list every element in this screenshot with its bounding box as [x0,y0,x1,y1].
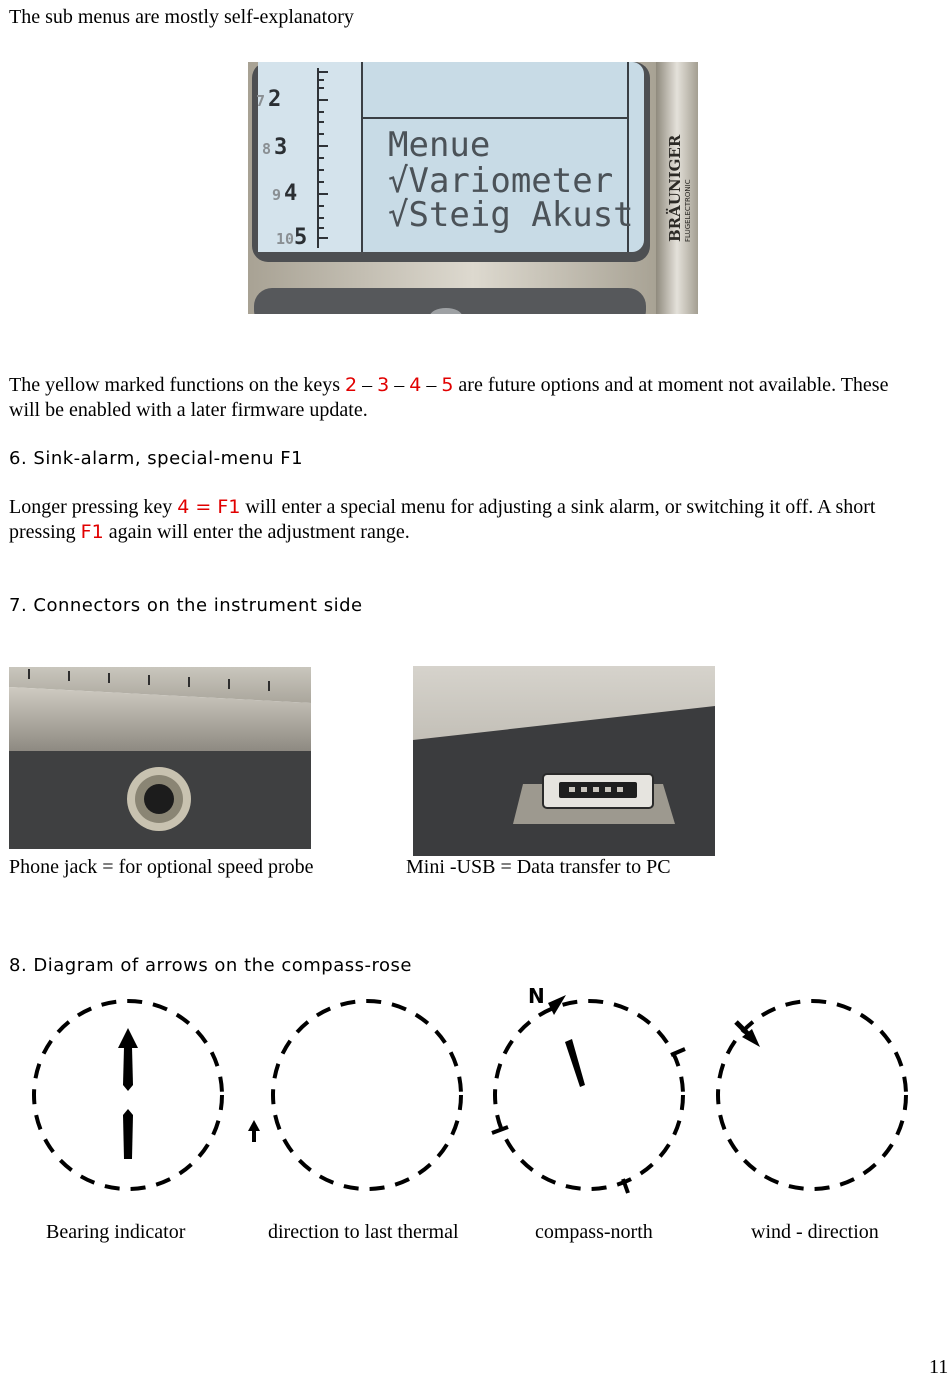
scale-label: 3 [274,135,288,160]
key-label: 4 [409,374,422,396]
key-label: 2 [345,374,358,396]
future-options-paragraph [9,373,944,397]
compass-needle [565,1039,585,1087]
compass-circle-north [495,1001,683,1189]
intro-text: The sub menus are mostly self-explanatory [9,6,354,28]
key-label: 4 = F1 [177,496,241,518]
section-7-heading: 7. Connectors on the instrument side [9,595,363,616]
compass-rose-diagrams [0,975,950,1205]
future-options-paragraph-line2: will be enabled with a later firmware update. [9,399,368,421]
key-label: 5 [441,374,454,396]
text: – [421,374,442,396]
scale-label: 5 [294,225,308,250]
text: pressing [9,521,81,543]
caption-compass-north: compass-north [535,1221,653,1243]
key-label: F1 [80,521,104,543]
lcd-menu-item: √Variometer [388,161,614,201]
caption-wind-direction: wind - direction [751,1221,879,1243]
text: Longer pressing key [9,496,178,518]
lcd-menu-title: Menue [388,125,491,165]
scale-label: 9 [272,186,282,204]
sink-alarm-paragraph [9,495,944,519]
text: The yellow marked functions on the keys [9,374,346,396]
section-8-heading: 8. Diagram of arrows on the compass-rose [9,955,412,976]
page-number: 11 [929,1356,949,1378]
lcd-menu-item: √Steig Akust [388,195,634,235]
caption-thermal-direction: direction to last thermal [268,1221,459,1243]
mini-usb-photo [413,666,715,856]
device-screen-photo [248,62,698,314]
text: are future options and at moment not available. These [453,374,889,396]
compass-circle-thermal [273,1001,461,1189]
text: will enter a special menu for adjusting a sink alarm, or switching it off. A short [240,496,876,518]
mini-usb-caption: Mini -USB = Data transfer to PC [406,856,671,878]
bearing-indicator-arrow [118,1028,138,1159]
text: – [357,374,378,396]
phone-jack-photo [9,667,311,849]
phone-jack-caption: Phone jack = for optional speed probe [9,856,314,878]
sink-alarm-paragraph-line2 [9,520,410,544]
north-label: N [528,984,545,1008]
compass-ticks [492,1049,685,1193]
text: again will enter the adjustment range. [103,521,410,543]
section-6-heading: 6. Sink-alarm, special-menu F1 [9,448,304,469]
scale-label: 8 [262,140,272,158]
scale-label: 7 [256,92,266,110]
caption-bearing-indicator: Bearing indicator [46,1221,186,1243]
scale-label: 10 [276,230,295,248]
key-label: 3 [377,374,390,396]
brand-logo: BRÄUNIGER [666,134,684,242]
text: – [389,374,410,396]
thermal-direction-arrow [248,1120,260,1142]
brand-sub: FLUGELECTRONIC [684,179,692,242]
scale-label: 2 [268,87,282,112]
device-screen-illustration [248,62,698,314]
scale-label: 4 [284,181,298,206]
